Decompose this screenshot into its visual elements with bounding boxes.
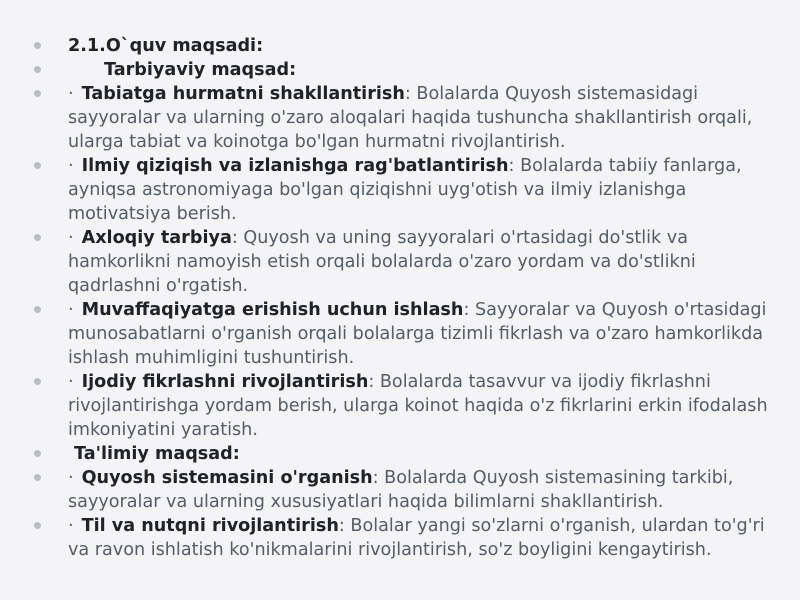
item-text: : Quyosh va uning sayyoralari o'rtasidagi do'stlik va hamkorlikni namoyish etish orqali bolalarda o'zaro yordam va do'stlikni qadrlashni o'rgatish. xyxy=(68,228,696,296)
item-term: Axloqiy tarbiya xyxy=(81,228,232,248)
bullet-icon xyxy=(34,162,41,169)
bullet-icon xyxy=(34,66,41,73)
list-item xyxy=(68,82,768,154)
bullet-icon xyxy=(34,450,41,457)
heading: 2.1.O`quv maqsadi: xyxy=(68,36,264,56)
item-term: Tabiatga hurmatni shakllantirish xyxy=(81,84,405,104)
item-text: : Sayyoralar va Quyosh o'rtasidagi munosabatlarni o'rganish orqali bolalarga tizimli fikrlash va o'zaro hamkorlikda ishlash muhimligini tushuntirish. xyxy=(68,300,767,368)
bullet-icon xyxy=(34,234,41,241)
list-item xyxy=(68,298,768,370)
bullet-icon xyxy=(34,378,41,385)
item-term: Quyosh sistemasini o'rganish xyxy=(81,468,373,488)
slide-content xyxy=(68,34,768,562)
list-item xyxy=(68,466,768,514)
item-term: Ijodiy fikrlashni rivojlantirish xyxy=(81,372,369,392)
item-text: : Bolalarda Quyosh sistemasining tarkibi, sayyoralar va ularning xususiyatlari haqida bilimlarni shakllantirish. xyxy=(68,468,734,512)
item-term: Ilmiy qiziqish va izlanishga rag'batlantirish xyxy=(81,156,509,176)
item-text: : Bolalarda Quyosh sistemasidagi sayyoralar va ularning o'zaro aloqalari haqida tushuncha shakllantirish orqali, ularga tabiat va koinotga bo'lgan hurmatni rivojlantirish. xyxy=(68,84,753,152)
section-title: Tarbiyaviy maqsad: xyxy=(104,60,297,80)
bullet-icon xyxy=(34,522,41,529)
list-item xyxy=(68,226,768,298)
bullet-icon xyxy=(34,474,41,481)
item-text: : Bolalar yangi so'zlarni o'rganish, ulardan to'g'ri va ravon ishlatish ko'nikmalarini rivojlantirish, so'z boyligini kengaytirish. xyxy=(68,516,765,560)
dot-marker: · xyxy=(68,156,74,176)
dot-marker: · xyxy=(68,300,74,320)
bullet-icon xyxy=(34,90,41,97)
list-item xyxy=(68,514,768,562)
item-term: Muvaffaqiyatga erishish uchun ishlash xyxy=(81,300,464,320)
item-text: : Bolalarda tasavvur va ijodiy fikrlashni rivojlantirishga yordam berish, ularga koinot haqida o'z fikrlarini erkin ifodalash imkoniyatini yaratish. xyxy=(68,372,768,440)
dot-marker: · xyxy=(68,468,74,488)
dot-marker: · xyxy=(68,372,74,392)
dot-marker: · xyxy=(68,228,74,248)
bullet-icon xyxy=(34,42,41,49)
item-text: : Bolalarda tabiiy fanlarga, ayniqsa astronomiyaga bo'lgan qiziqishni uyg'otish va ilmiy izlanishga motivatsiya berish. xyxy=(68,156,742,224)
item-term: Til va nutqni rivojlantirish xyxy=(81,516,339,536)
bullet-icon xyxy=(34,306,41,313)
dot-marker: · xyxy=(68,84,74,104)
section-title-row xyxy=(68,442,768,466)
heading-row xyxy=(68,34,768,58)
list-item xyxy=(68,370,768,442)
dot-marker: · xyxy=(68,516,74,536)
section-title-row xyxy=(68,58,768,82)
section-title: Ta'limiy maqsad: xyxy=(74,444,240,464)
list-item xyxy=(68,154,768,226)
